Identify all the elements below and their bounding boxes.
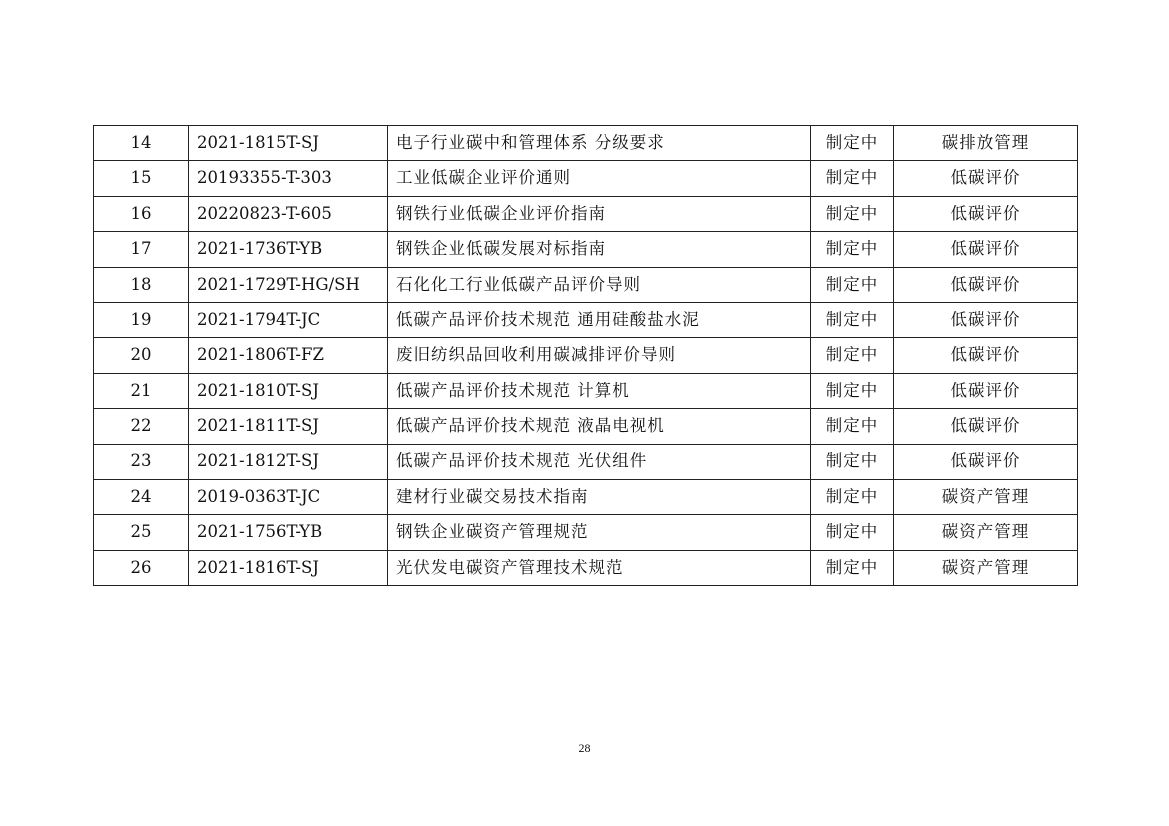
- row-number-cell: 18: [94, 267, 189, 302]
- status-cell: 制定中: [811, 373, 894, 408]
- standard-code-cell: 2021-1794T-JC: [189, 302, 388, 337]
- table-row: [94, 479, 1078, 514]
- status-cell: 制定中: [811, 126, 894, 161]
- status-cell: 制定中: [811, 267, 894, 302]
- standards-table-body: [94, 126, 1078, 586]
- status-cell: 制定中: [811, 515, 894, 550]
- category-cell: 低碳评价: [894, 338, 1078, 373]
- row-number-cell: 14: [94, 126, 189, 161]
- standard-code-cell: 2021-1811T-SJ: [189, 409, 388, 444]
- table-row: [94, 196, 1078, 231]
- standard-code-cell: 2019-0363T-JC: [189, 479, 388, 514]
- standard-name-cell: 低碳产品评价技术规范 液晶电视机: [388, 409, 811, 444]
- row-number-cell: 20: [94, 338, 189, 373]
- standard-code-cell: 2021-1729T-HG/SH: [189, 267, 388, 302]
- standard-name-cell: 钢铁企业碳资产管理规范: [388, 515, 811, 550]
- table-row: [94, 550, 1078, 585]
- row-number-cell: 26: [94, 550, 189, 585]
- row-number-cell: 19: [94, 302, 189, 337]
- category-cell: 碳资产管理: [894, 550, 1078, 585]
- category-cell: 碳排放管理: [894, 126, 1078, 161]
- table-row: [94, 409, 1078, 444]
- row-number-cell: 22: [94, 409, 189, 444]
- table-row: [94, 267, 1078, 302]
- standard-code-cell: 20220823-T-605: [189, 196, 388, 231]
- standard-name-cell: 钢铁行业低碳企业评价指南: [388, 196, 811, 231]
- standard-name-cell: 低碳产品评价技术规范 通用硅酸盐水泥: [388, 302, 811, 337]
- category-cell: 低碳评价: [894, 267, 1078, 302]
- status-cell: 制定中: [811, 338, 894, 373]
- standard-code-cell: 2021-1815T-SJ: [189, 126, 388, 161]
- table-row: [94, 126, 1078, 161]
- standard-code-cell: 2021-1812T-SJ: [189, 444, 388, 479]
- standard-name-cell: 低碳产品评价技术规范 计算机: [388, 373, 811, 408]
- standard-name-cell: 废旧纺织品回收利用碳减排评价导则: [388, 338, 811, 373]
- page-number: 28: [578, 741, 591, 755]
- table-row: [94, 161, 1078, 196]
- category-cell: 低碳评价: [894, 444, 1078, 479]
- standard-name-cell: 低碳产品评价技术规范 光伏组件: [388, 444, 811, 479]
- table-row: [94, 373, 1078, 408]
- standard-name-cell: 石化化工行业低碳产品评价导则: [388, 267, 811, 302]
- category-cell: 碳资产管理: [894, 515, 1078, 550]
- category-cell: 碳资产管理: [894, 479, 1078, 514]
- row-number-cell: 24: [94, 479, 189, 514]
- table-row: [94, 338, 1078, 373]
- standard-code-cell: 2021-1816T-SJ: [189, 550, 388, 585]
- row-number-cell: 25: [94, 515, 189, 550]
- status-cell: 制定中: [811, 232, 894, 267]
- table-row: [94, 232, 1078, 267]
- status-cell: 制定中: [811, 444, 894, 479]
- category-cell: 低碳评价: [894, 373, 1078, 408]
- standard-code-cell: 2021-1806T-FZ: [189, 338, 388, 373]
- category-cell: 低碳评价: [894, 161, 1078, 196]
- standards-table: [93, 125, 1078, 586]
- row-number-cell: 16: [94, 196, 189, 231]
- standard-name-cell: 建材行业碳交易技术指南: [388, 479, 811, 514]
- table-row: [94, 515, 1078, 550]
- standard-name-cell: 电子行业碳中和管理体系 分级要求: [388, 126, 811, 161]
- status-cell: 制定中: [811, 550, 894, 585]
- status-cell: 制定中: [811, 479, 894, 514]
- standard-code-cell: 2021-1736T-YB: [189, 232, 388, 267]
- standard-code-cell: 20193355-T-303: [189, 161, 388, 196]
- standard-code-cell: 2021-1756T-YB: [189, 515, 388, 550]
- standard-name-cell: 钢铁企业低碳发展对标指南: [388, 232, 811, 267]
- category-cell: 低碳评价: [894, 302, 1078, 337]
- category-cell: 低碳评价: [894, 409, 1078, 444]
- row-number-cell: 23: [94, 444, 189, 479]
- standard-name-cell: 工业低碳企业评价通则: [388, 161, 811, 196]
- status-cell: 制定中: [811, 302, 894, 337]
- status-cell: 制定中: [811, 196, 894, 231]
- category-cell: 低碳评价: [894, 196, 1078, 231]
- standard-name-cell: 光伏发电碳资产管理技术规范: [388, 550, 811, 585]
- standard-code-cell: 2021-1810T-SJ: [189, 373, 388, 408]
- row-number-cell: 21: [94, 373, 189, 408]
- category-cell: 低碳评价: [894, 232, 1078, 267]
- status-cell: 制定中: [811, 161, 894, 196]
- status-cell: 制定中: [811, 409, 894, 444]
- table-row: [94, 302, 1078, 337]
- row-number-cell: 17: [94, 232, 189, 267]
- table-row: [94, 444, 1078, 479]
- row-number-cell: 15: [94, 161, 189, 196]
